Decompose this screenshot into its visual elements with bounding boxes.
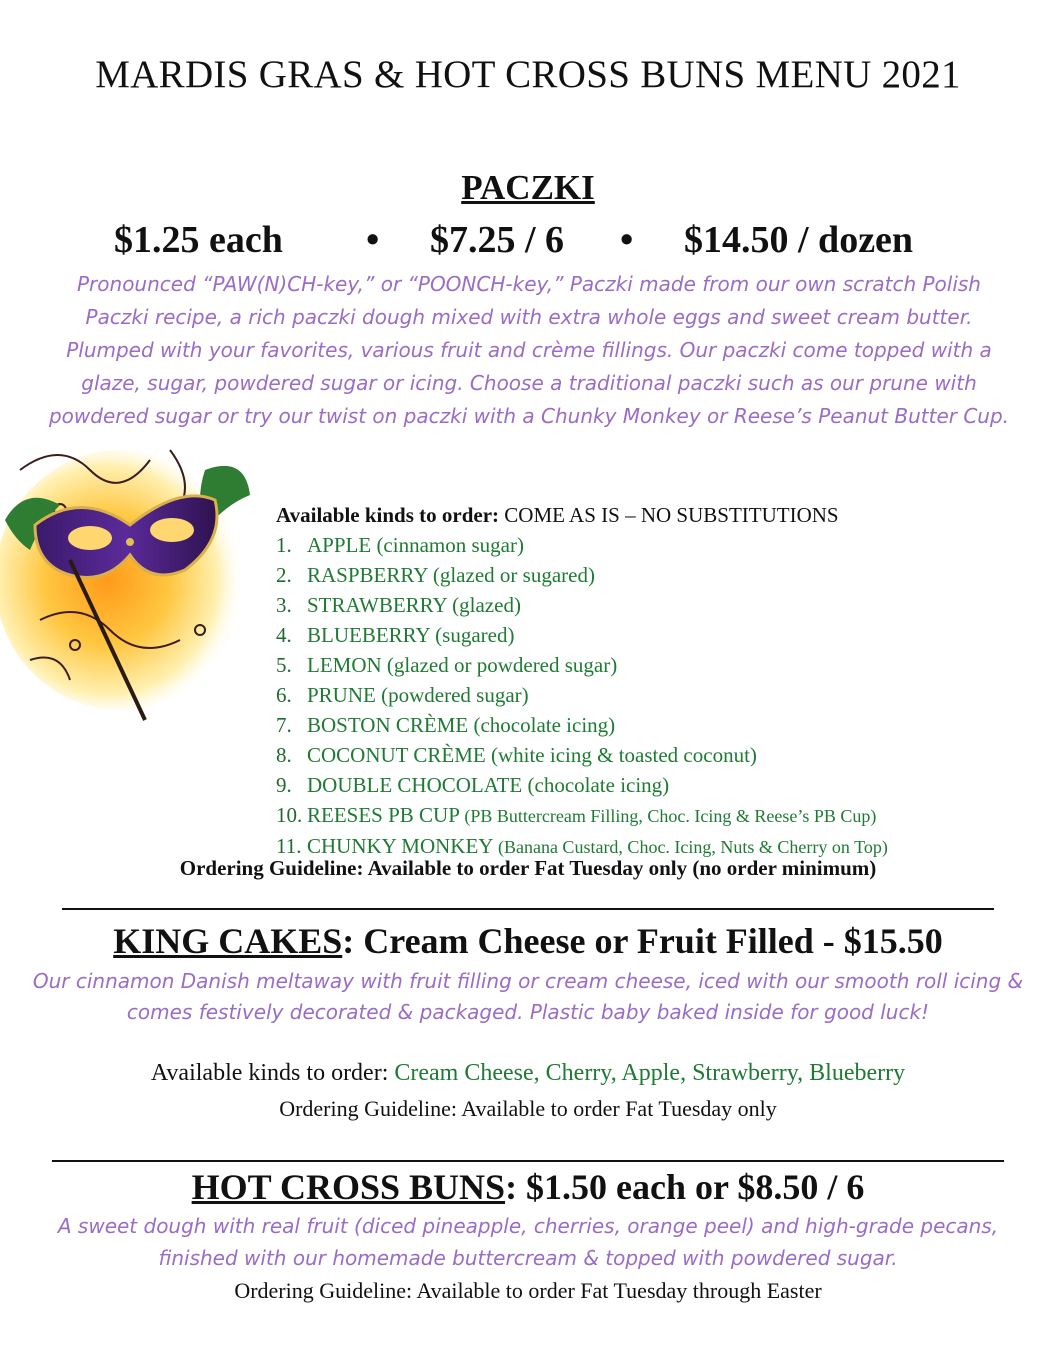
item-name: LEMON: [307, 653, 382, 677]
item-description: (sugared): [429, 623, 515, 647]
item-name: APPLE: [307, 533, 372, 557]
list-item: [276, 530, 1036, 560]
item-description: (glazed): [446, 593, 521, 617]
item-number: 9.: [276, 773, 292, 797]
king-kinds-values: Cream Cheese, Cherry, Apple, Strawberry, Blueberry: [394, 1060, 906, 1086]
item-description: (glazed or sugared): [427, 563, 595, 587]
list-item: [276, 740, 1036, 770]
kinds-header: [276, 500, 1036, 530]
section-divider: [52, 1160, 1004, 1162]
item-number: 3.: [276, 593, 292, 617]
king-kinds-label: Available kinds to order:: [150, 1060, 395, 1086]
paczki-prices: [0, 218, 1056, 268]
paczki-kinds-list: [276, 530, 1036, 862]
king-cakes-title: KING CAKES: [113, 921, 343, 961]
list-item: [276, 680, 1036, 710]
item-number: 2.: [276, 563, 292, 587]
item-description: (PB Buttercream Filling, Choc. Icing & Reese’s PB Cup): [459, 806, 877, 826]
mardi-gras-mask-icon: [0, 430, 260, 730]
king-cakes-subtitle: : Cream Cheese or Fruit Filled - $15.50: [342, 921, 943, 961]
item-number: 1.: [276, 533, 292, 557]
item-description: (white icing & toasted coconut): [485, 743, 757, 767]
item-name: COCONUT CRÈME: [307, 743, 486, 767]
item-name: REESES PB CUP: [307, 803, 460, 827]
hot-cross-buns-description: A sweet dough with real fruit (diced pineapple, cherries, orange peel) and high-grade pecans, finished with our homemade buttercream & topped with powdered sugar.: [57, 1214, 999, 1270]
item-name: BOSTON CRÈME: [307, 713, 469, 737]
kinds-note: COME AS IS – NO SUBSTITUTIONS: [499, 503, 839, 527]
price-separator: •: [620, 219, 634, 261]
king-cakes-kinds: [0, 1060, 1056, 1087]
list-item: [276, 560, 1036, 590]
item-number: 8.: [276, 743, 292, 767]
price-six: $7.25 / 6: [430, 219, 565, 261]
paczki-description: Pronounced “PAW(N)CH-key,” or “POONCH-key,” Paczki made from our own scratch Polish Paczki recipe, a rich paczki dough mixed with extra whole eggs and sweet cream butter. Plumped with your favorites, various fruit and crème fillings. Our paczki come topped with a glaze, sugar, powdered sugar or icing. Choose a traditional paczki such as our prune with powdered sugar or try our twist on paczki with a Chunky Monkey or Reese’s Peanut Butter Cup.: [48, 272, 1010, 428]
list-item: [276, 770, 1036, 800]
item-number: 11.: [276, 834, 302, 858]
paczki-heading: PACZKI: [461, 168, 595, 207]
item-description: (chocolate icing): [468, 713, 616, 737]
item-number: 5.: [276, 653, 292, 677]
item-name: RASPBERRY: [307, 563, 428, 587]
item-description: (cinnamon sugar): [371, 533, 524, 557]
price-each: $1.25 each: [114, 219, 283, 261]
king-cakes-description: Our cinnamon Danish meltaway with fruit filling or cream cheese, iced with our smooth roll icing & comes festively decorated & packaged. Plastic baby baked inside for good luck!: [32, 969, 1024, 1024]
item-name: DOUBLE CHOCOLATE: [307, 773, 523, 797]
price-dozen: $14.50 / dozen: [684, 219, 914, 261]
item-name: CHUNKY MONKEY: [307, 834, 494, 858]
hot-cross-buns-heading: [0, 1166, 1056, 1208]
item-description: (chocolate icing): [522, 773, 670, 797]
section-divider: [62, 908, 994, 910]
item-name: PRUNE: [307, 683, 376, 707]
list-item: [276, 650, 1036, 680]
item-number: 10.: [276, 803, 303, 827]
king-cakes-guideline: Ordering Guideline: Available to order Fat Tuesday only: [279, 1096, 777, 1121]
king-cakes-heading: [0, 920, 1056, 962]
hot-cross-buns-guideline: Ordering Guideline: Available to order Fat Tuesday through Easter: [234, 1278, 822, 1303]
item-description: (glazed or powdered sugar): [381, 653, 618, 677]
item-number: 7.: [276, 713, 292, 737]
list-item: [276, 800, 1036, 831]
hot-cross-buns-title: HOT CROSS BUNS: [191, 1167, 506, 1207]
paczki-guideline: Ordering Guideline: Available to order Fat Tuesday only (no order minimum): [179, 856, 877, 880]
item-name: STRAWBERRY: [307, 593, 447, 617]
item-number: 6.: [276, 683, 292, 707]
item-description: (powdered sugar): [375, 683, 529, 707]
list-item: [276, 620, 1036, 650]
item-number: 4.: [276, 623, 292, 647]
item-name: BLUEBERRY: [307, 623, 430, 647]
hot-cross-buns-subtitle: : $1.50 each or $8.50 / 6: [505, 1167, 865, 1207]
list-item: [276, 710, 1036, 740]
paczki-kinds: [276, 500, 1036, 862]
item-description: (Banana Custard, Choc. Icing, Nuts & Cherry on Top): [493, 837, 888, 857]
kinds-label: Available kinds to order:: [276, 503, 500, 527]
list-item: [276, 590, 1036, 620]
page-title: MARDIS GRAS & HOT CROSS BUNS MENU 2021: [95, 53, 961, 96]
price-separator: •: [366, 219, 380, 261]
